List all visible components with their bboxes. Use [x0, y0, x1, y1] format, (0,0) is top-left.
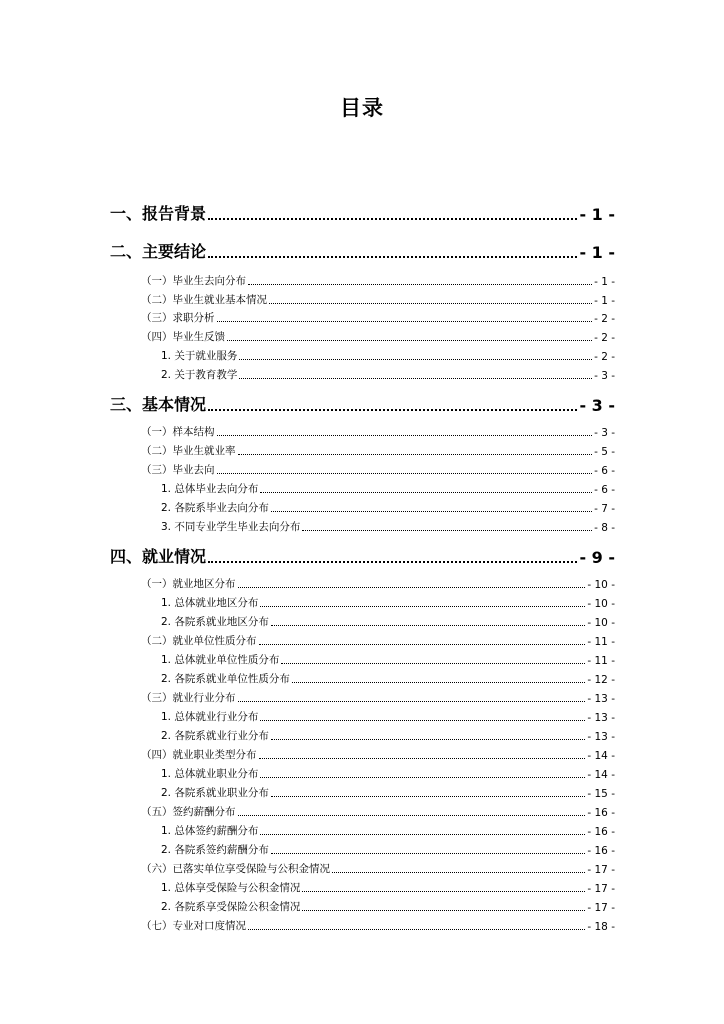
toc-entry-page: - 6 - — [594, 465, 615, 477]
toc-entry-page: - 17 - — [587, 864, 615, 876]
toc-entry-page: - 3 - — [594, 370, 615, 382]
toc-entry-page: - 17 - — [587, 883, 615, 895]
toc-entry-page: - 2 - — [594, 351, 615, 363]
dot-leader — [281, 663, 585, 664]
toc-entry-label: （一）样本结构 — [141, 426, 215, 438]
toc-entry[interactable] — [110, 202, 615, 224]
toc-entry[interactable] — [161, 879, 615, 895]
toc-entry-label: （四）就业职业类型分布 — [141, 749, 257, 761]
dot-leader — [302, 910, 585, 911]
toc-entry[interactable] — [110, 545, 615, 567]
toc-entry-page: - 14 - — [587, 750, 615, 762]
toc-entry-page: - 13 - — [587, 693, 615, 705]
toc-entry[interactable] — [141, 291, 615, 307]
dot-leader — [208, 561, 577, 563]
toc-entry-label: 2. 各院系毕业去向分布 — [161, 502, 269, 514]
toc-entry[interactable] — [161, 366, 615, 382]
toc-entry-label: （四）毕业生反馈 — [141, 331, 225, 343]
toc-entry[interactable] — [161, 784, 615, 800]
toc-entry-label: 1. 总体就业职业分布 — [161, 768, 259, 780]
toc-entry[interactable] — [110, 240, 615, 262]
toc-entry-label: 1. 关于就业服务 — [161, 350, 238, 362]
toc-entry-label: 2. 各院系就业地区分布 — [161, 616, 269, 628]
toc-entry-label: （一）毕业生去向分布 — [141, 275, 246, 287]
dot-leader — [292, 682, 586, 683]
dot-leader — [271, 853, 586, 854]
toc-entry-page: - 6 - — [594, 484, 615, 496]
toc-entry-page: - 1 - — [579, 243, 615, 262]
toc-entry[interactable] — [141, 746, 615, 762]
toc-entry-page: - 7 - — [594, 503, 615, 515]
toc-entry[interactable] — [141, 423, 615, 439]
toc-entry[interactable] — [161, 651, 615, 667]
dot-leader — [271, 796, 586, 797]
toc-entry-label: 2. 各院系享受保险公积金情况 — [161, 901, 301, 913]
toc-entry[interactable] — [141, 272, 615, 288]
toc-entry-label: 一、报告背景 — [110, 204, 207, 223]
toc-entry-label: 2. 各院系签约薪酬分布 — [161, 844, 269, 856]
toc-entry[interactable] — [141, 575, 615, 591]
toc-entry-page: - 1 - — [594, 276, 615, 288]
toc-entry-label: 1. 总体毕业去向分布 — [161, 483, 259, 495]
toc-entry[interactable] — [141, 917, 615, 933]
toc-entry[interactable] — [110, 393, 615, 415]
toc-entry-page: - 17 - — [587, 902, 615, 914]
dot-leader — [269, 303, 592, 304]
toc-entry-label: 3. 不同专业学生毕业去向分布 — [161, 521, 301, 533]
toc-entry-page: - 10 - — [587, 579, 615, 591]
toc-entry-label: 二、主要结论 — [110, 242, 207, 261]
toc-entry-page: - 13 - — [587, 712, 615, 724]
toc-entry[interactable] — [161, 670, 615, 686]
dot-leader — [238, 815, 586, 816]
toc-entry-label: 1. 总体就业行业分布 — [161, 711, 259, 723]
toc-entry-page: - 8 - — [594, 522, 615, 534]
dot-leader — [238, 701, 586, 702]
toc-entry-page: - 1 - — [579, 205, 615, 224]
dot-leader — [260, 720, 585, 721]
toc-entry-label: （二）毕业生就业基本情况 — [141, 294, 267, 306]
toc-entry[interactable] — [161, 594, 615, 610]
toc-entry-page: - 5 - — [594, 446, 615, 458]
dot-leader — [271, 739, 586, 740]
toc-entry-label: 1. 总体就业单位性质分布 — [161, 654, 280, 666]
toc-entry-page: - 16 - — [587, 826, 615, 838]
dot-leader — [217, 321, 593, 322]
toc-entry-page: - 13 - — [587, 731, 615, 743]
dot-leader — [238, 454, 593, 455]
toc-entry[interactable] — [141, 328, 615, 344]
dot-leader — [217, 473, 593, 474]
dot-leader — [248, 929, 585, 930]
toc-entry[interactable] — [141, 860, 615, 876]
dot-leader — [248, 284, 592, 285]
dot-leader — [239, 359, 592, 360]
toc-entry-label: 2. 各院系就业行业分布 — [161, 730, 269, 742]
toc-entry-label: （三）就业行业分布 — [141, 692, 236, 704]
toc-entry-page: - 10 - — [587, 617, 615, 629]
dot-leader — [260, 834, 585, 835]
toc-entry-page: - 12 - — [587, 674, 615, 686]
toc-entry-page: - 3 - — [594, 427, 615, 439]
toc-entry-page: - 16 - — [587, 845, 615, 857]
toc-entry[interactable] — [161, 822, 615, 838]
toc-entry[interactable] — [161, 765, 615, 781]
toc-entry[interactable] — [141, 461, 615, 477]
toc-entry[interactable] — [141, 632, 615, 648]
dot-leader — [271, 625, 586, 626]
dot-leader — [260, 777, 585, 778]
toc-entry-page: - 15 - — [587, 788, 615, 800]
toc-entry-label: （五）签约薪酬分布 — [141, 806, 236, 818]
toc-entry[interactable] — [161, 727, 615, 743]
toc-entry[interactable] — [141, 309, 615, 325]
toc-entry[interactable] — [141, 803, 615, 819]
dot-leader — [208, 409, 577, 411]
dot-leader — [208, 256, 577, 258]
dot-leader — [259, 758, 586, 759]
toc-entry-page: - 1 - — [594, 295, 615, 307]
dot-leader — [332, 872, 585, 873]
dot-leader — [208, 218, 577, 220]
toc-entry-page: - 11 - — [587, 655, 615, 667]
toc-entry[interactable] — [161, 480, 615, 496]
toc-entry-label: （三）毕业去向 — [141, 464, 215, 476]
toc-entry-page: - 10 - — [587, 598, 615, 610]
toc-entry-label: （二）毕业生就业率 — [141, 445, 236, 457]
toc-entry[interactable] — [161, 898, 615, 914]
toc-entry[interactable] — [161, 518, 615, 534]
dot-leader — [260, 606, 585, 607]
toc-entry[interactable] — [161, 708, 615, 724]
toc-entry[interactable] — [141, 689, 615, 705]
dot-leader — [259, 644, 586, 645]
toc-entry-label: （七）专业对口度情况 — [141, 920, 246, 932]
dot-leader — [302, 891, 585, 892]
toc-entry-page: - 2 - — [594, 332, 615, 344]
toc-entry[interactable] — [161, 499, 615, 515]
toc-entry-label: （二）就业单位性质分布 — [141, 635, 257, 647]
toc-entry-label: （六）已落实单位享受保险与公积金情况 — [141, 863, 330, 875]
toc-entry[interactable] — [161, 613, 615, 629]
toc-entry-label: 1. 总体享受保险与公积金情况 — [161, 882, 301, 894]
toc-entry-page: - 9 - — [579, 548, 615, 567]
toc-entry-page: - 14 - — [587, 769, 615, 781]
dot-leader — [238, 587, 586, 588]
toc-entry-page: - 3 - — [579, 396, 615, 415]
toc-entry-label: （三）求职分析 — [141, 312, 215, 324]
toc-entry[interactable] — [161, 841, 615, 857]
toc-entry-label: 2. 关于教育教学 — [161, 369, 238, 381]
toc-entry-label: 2. 各院系就业单位性质分布 — [161, 673, 290, 685]
toc-entry-page: - 11 - — [587, 636, 615, 648]
toc-entry-label: （一）就业地区分布 — [141, 578, 236, 590]
toc-entry-label: 1. 总体就业地区分布 — [161, 597, 259, 609]
dot-leader — [227, 340, 592, 341]
page-title: 目录 — [340, 96, 384, 120]
dot-leader — [302, 530, 592, 531]
toc-entry-label: 四、就业情况 — [110, 547, 207, 566]
dot-leader — [260, 492, 592, 493]
toc-entry[interactable] — [141, 442, 615, 458]
dot-leader — [239, 378, 592, 379]
toc-entry-label: 2. 各院系就业职业分布 — [161, 787, 269, 799]
toc-entry-page: - 16 - — [587, 807, 615, 819]
toc-entry-label: 三、基本情况 — [110, 395, 207, 414]
dot-leader — [271, 511, 592, 512]
toc-entry-label: 1. 总体签约薪酬分布 — [161, 825, 259, 837]
toc-entry-page: - 2 - — [594, 313, 615, 325]
toc-entry-page: - 18 - — [587, 921, 615, 933]
dot-leader — [217, 435, 593, 436]
toc-entry[interactable] — [161, 347, 615, 363]
